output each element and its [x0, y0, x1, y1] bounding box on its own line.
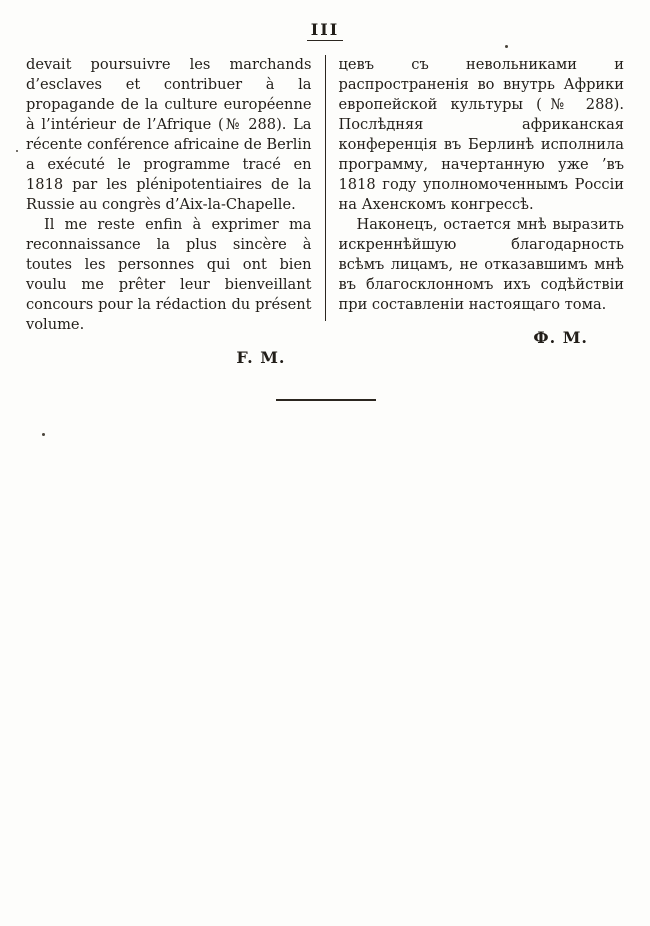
document-page: [0, 0, 650, 368]
scan-speck: [505, 45, 508, 48]
end-of-text-rule: [276, 399, 376, 401]
two-column-layout: [0, 55, 650, 368]
french-paragraph-2: Il me reste enfin à exprimer ma reconnaissance la plus sincère à toutes les personnes qui ont bien voulu me prêter leur bienveillant concours pour la rédaction du présent volume.: [26, 216, 312, 333]
page-header: [0, 0, 650, 44]
scan-speck: [16, 150, 18, 152]
russian-paragraph-1: цевъ съ невольниками и распространенія во внутрь Африки европейской культуры (№ 288). Послѣдняя африканская конференція въ Берлинѣ исполнила программу, начертанную уже ’въ 1818 году уполномоченнымъ Россіи на Ахенскомъ конгрессѣ.: [338, 56, 624, 213]
page-number: III: [307, 20, 343, 41]
french-column: [26, 55, 325, 368]
signature-french: F. M.: [236, 348, 286, 367]
french-paragraph-1: devait poursuivre les marchands d’esclaves et contribuer à la propagande de la culture européenne à l’intérieur de l’Afrique (№ 288). La récente conférence africaine de Berlin a exécuté le programme tracé en 1818 par les plénipotentiaires de la Russie au congrès d’Aix-la-Chapelle.: [26, 56, 312, 213]
scan-speck: [42, 433, 45, 436]
russian-paragraph-2: Наконецъ, остается мнѣ выразить искреннѣйшую благодарность всѣмъ лицамъ, не отказавшимъ мнѣ въ благосклонномъ ихъ содѣйствіи при составленіи настоящаго тома.: [338, 216, 624, 313]
russian-column: [326, 55, 625, 348]
signature-russian: Ф. М.: [533, 328, 588, 347]
